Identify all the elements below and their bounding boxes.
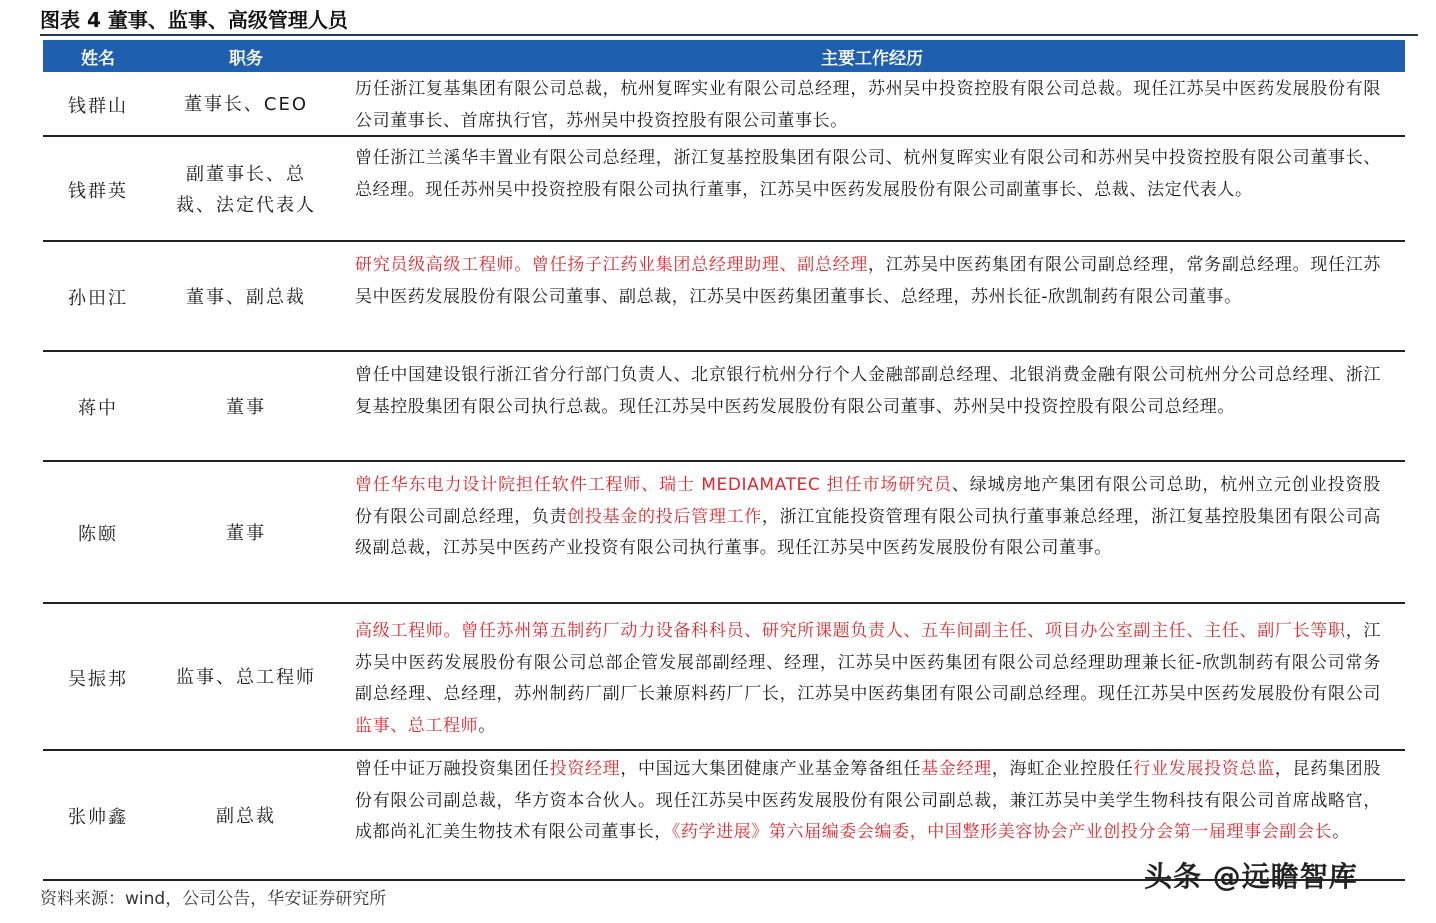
highlighted-text: 行业发展投资总监: [1133, 759, 1275, 779]
highlighted-text: 研究员级高级工程师。曾任扬子江药业集团总经理助理、副总经理: [355, 255, 869, 275]
person-title: 监事、总工程师: [176, 667, 316, 688]
highlighted-text: 创投基金的投后管理工作: [567, 506, 762, 527]
person-title: 副总裁: [216, 805, 276, 827]
person-experience: [355, 74, 1381, 137]
table-row: [43, 604, 1405, 751]
person-experience: [355, 754, 1381, 849]
highlighted-text: 投资经理: [549, 759, 621, 779]
caption-divider: [40, 34, 1418, 36]
table-row: [43, 462, 1405, 604]
person-title: 董事: [226, 522, 266, 544]
experience-text: 、绿城房地产集团有限公司总助，杭州立元创业投资股份有限公司副总经理，负责: [355, 475, 1381, 527]
person-experience: [355, 470, 1381, 565]
header-experience: 主要工作经历: [821, 49, 923, 69]
experience-text: 曾任中国建设银行浙江省分行部门负责人、北京银行杭州分行个人金融部副总经理、北银消费金融有限公司杭州分公司总经理、浙江复基控股集团有限公司执行总裁。现任江苏吴中医药发展股份有限公司董事、苏州吴中投资控股有限公司总经理。: [355, 365, 1381, 417]
experience-text: 曾任中证万融投资集团任: [355, 759, 550, 779]
experience-text: ，江苏吴中医药发展股份有限公司总部企管发展部副经理、经理，江苏吴中医药集团有限公司总经理助理兼长征-欣凯制药有限公司常务副总经理、总经理，苏州制药厂副厂长兼原料药厂厂长，江苏吴中医药集团有限公司副总经理。现任江苏吴中医药发展股份有限公司: [355, 621, 1381, 704]
person-title: 董事: [226, 396, 266, 418]
experience-text: 。: [478, 715, 496, 736]
person-experience: [355, 143, 1381, 206]
person-name: 张帅鑫: [68, 807, 128, 828]
experience-text: 。: [1332, 822, 1350, 842]
table-header: [43, 40, 1405, 72]
table-caption: 图表 4 董事、监事、高级管理人员: [40, 8, 348, 32]
person-name: 吴振邦: [68, 668, 128, 690]
highlighted-text: 高级工程师。曾任苏州第五制药厂动力设备科科员、研究所课题负责人、五车间副主任、项目办公室副主任、主任、副厂长等职: [355, 621, 1346, 641]
person-experience: [355, 616, 1381, 742]
person-name: 钱群英: [68, 180, 128, 202]
table-row: [43, 137, 1405, 242]
highlighted-text: 曾任华东电力设计院担任软件工程师、瑞士 MEDIAMATEC 担任市场研究员: [355, 475, 952, 495]
person-title: 董事、副总裁: [186, 286, 306, 308]
highlighted-text: 基金经理: [921, 759, 992, 779]
table-row: [43, 72, 1405, 137]
highlighted-text: 监事、总工程师: [355, 715, 479, 736]
experience-text: ，江苏吴中医药集团有限公司副总经理，常务副总经理。现任江苏吴中医药发展股份有限公司董事、副总裁，江苏吴中医药集团董事长、总经理，苏州长征-欣凯制药有限公司董事。: [355, 255, 1381, 307]
experience-text: ，昆药集团股份有限公司副总裁，华方资本合伙人。现任江苏吴中医药发展股份有限公司副总裁，兼江苏吴中美学生物科技有限公司首席战略官，成都尚礼汇美生物技术有限公司董事长，: [355, 759, 1381, 842]
person-title: 副董事长、总裁、法定代表人: [176, 163, 316, 216]
source-note: 资料来源：wind，公司公告，华安证券研究所: [40, 889, 387, 909]
person-experience: [355, 250, 1381, 313]
person-name: 孙田江: [68, 288, 128, 309]
person-title: 董事长、CEO: [183, 94, 309, 115]
experience-text: 曾任浙江兰溪华丰置业有限公司总经理，浙江复基控股集团有限公司、杭州复晖实业有限公司和苏州吴中投资控股有限公司董事长、总经理。现任苏州吴中投资控股有限公司执行董事，江苏吴中医药发展股份有限公司副董事长、总裁、法定代表人。: [355, 148, 1381, 200]
experience-text: 历任浙江复基集团有限公司总裁，杭州复晖实业有限公司总经理，苏州吴中投资控股有限公司总裁。现任江苏吴中医药发展股份有限公司董事长、首席执行官，苏州吴中投资控股有限公司董事长。: [355, 79, 1381, 131]
person-name: 钱群山: [68, 95, 128, 117]
experience-text: ，浙江宜能投资管理有限公司执行董事兼总经理，浙江复基控股集团有限公司高级副总裁，江苏吴中医药产业投资有限公司执行董事。现任江苏吴中医药发展股份有限公司董事。: [355, 506, 1381, 558]
table-row: [43, 352, 1405, 462]
experience-text: ，海虹企业控股任: [991, 759, 1134, 779]
person-experience: [355, 360, 1381, 423]
header-title: 职务: [229, 49, 263, 69]
header-name: 姓名: [81, 49, 115, 69]
experience-text: ，中国远大集团健康产业基金筹备组任: [620, 759, 922, 779]
watermark: 头条 @远瞻智库: [1144, 860, 1358, 893]
highlighted-text: 《药学进展》第六届编委会编委，中国整形美容协会产业创投分会第一届理事会副会长: [671, 822, 1333, 842]
person-name: 陈颐: [78, 524, 118, 545]
person-name: 蒋中: [78, 398, 118, 419]
table-row: [43, 242, 1405, 352]
